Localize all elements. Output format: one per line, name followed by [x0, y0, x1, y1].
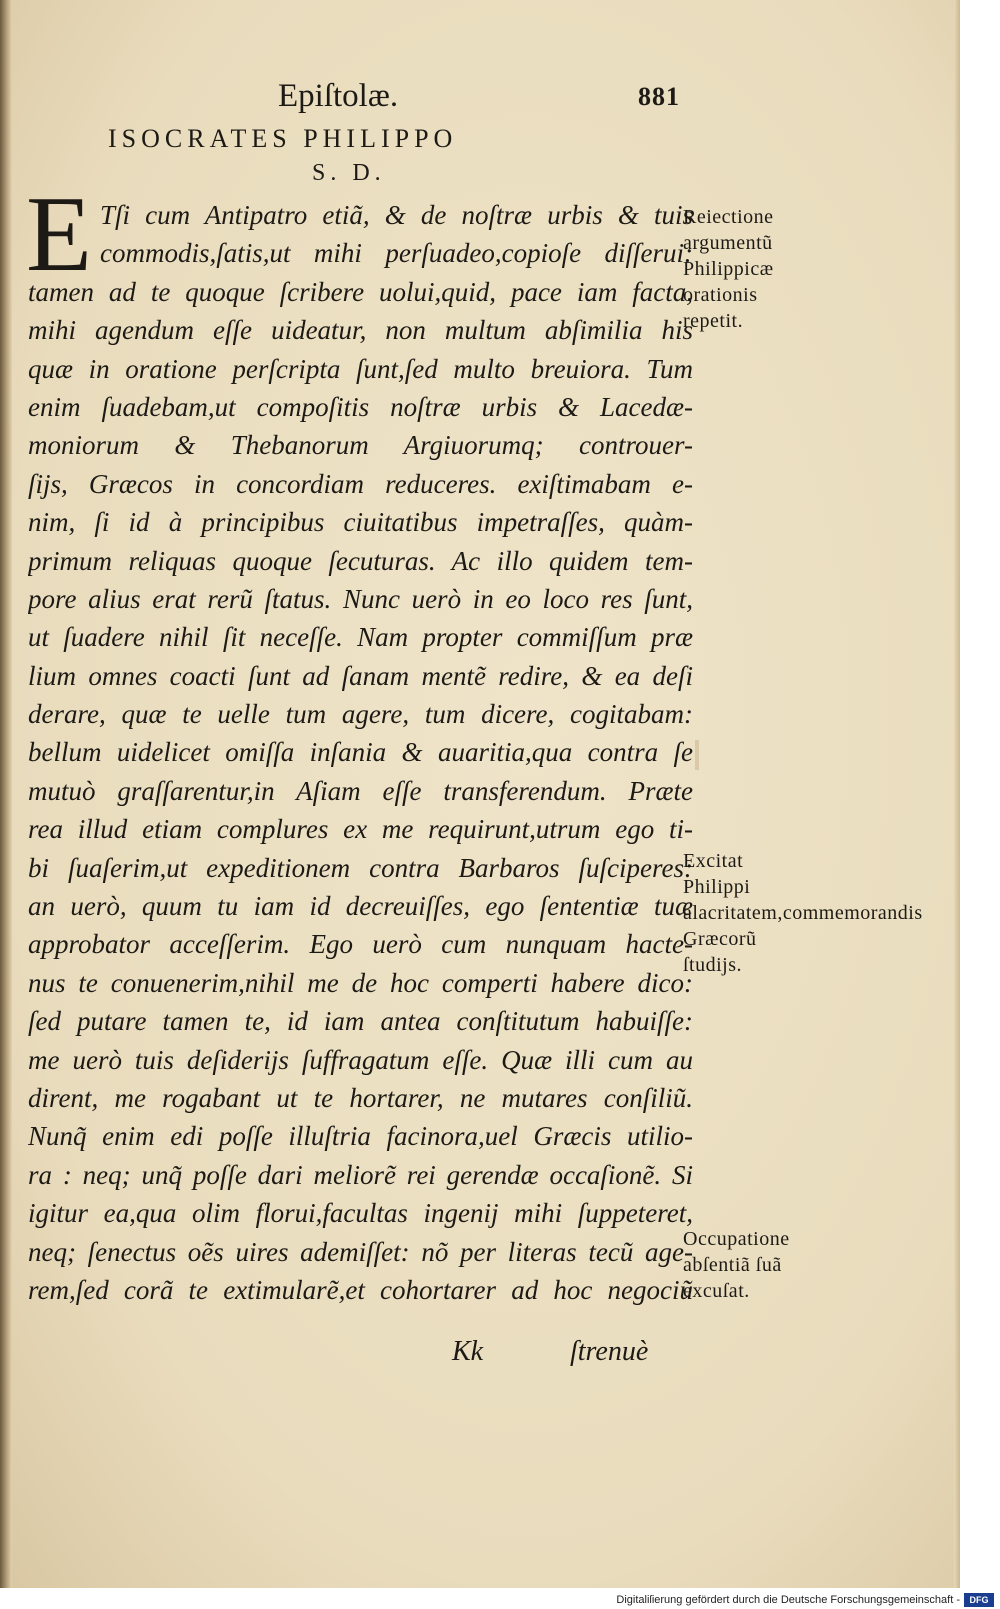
text-line: rea illud etiam complures ex me requirunt,utrum ego ti- — [28, 814, 693, 845]
text-line: ut ſuadere nihil ſit neceſſe. Nam propter commiſſum præ — [28, 622, 693, 653]
letter-body — [28, 196, 693, 1309]
text-line: moniorum & Thebanorum Argiuorumq; controuer- — [28, 430, 693, 461]
text-line: ſed putare tamen te, id iam antea conſtitutum habuiſſe: — [28, 1006, 693, 1037]
text-line: enim ſuadebam,ut compoſitis noſtræ urbis & Lacedæ- — [28, 391, 693, 422]
text-line: primum reliquas quoque ſecuturas. Ac illo quidem tem- — [28, 545, 693, 576]
running-head — [0, 78, 960, 118]
drop-capital: E — [26, 175, 92, 294]
dfg-logo: DFG — [964, 1593, 994, 1607]
text-line: me uerò tuis deſiderijs ſuffragatum eſſe. Quæ illi cum au — [28, 1044, 693, 1075]
marginal-note: Excitat Philippi alacritatem,commemorandis Græcorũ ſtudijs. — [683, 850, 923, 976]
page-footer — [0, 1336, 960, 1376]
text-line: lium omnes coacti ſunt ad ſanam mentẽ redire, & ea deſi — [28, 660, 693, 691]
text-line: ra : neq; unq̃ poſſe dari meliorẽ rei gerendæ occaſionẽ. Si — [28, 1159, 693, 1190]
text-line: rem,ſed corã te extimularẽ,et cohortarer ad hoc negociũ — [28, 1274, 693, 1305]
running-head-title: Epiſtolæ. — [278, 78, 399, 114]
marginal-note: Occupatione abſentiã ſuã excuſat. — [683, 1228, 790, 1302]
text-line: approbator acceſſerim. Ego uerò cum nunquam hacte- — [28, 929, 693, 960]
digitization-credit-bar — [0, 1592, 1000, 1609]
text-line: ſijs, Græcos in concordiam reduceres. exiſtimabam e- — [28, 468, 693, 499]
marginal-note: Reiectione argumentũ Philippicæ orationis repetit. — [683, 206, 774, 332]
text-line: Tſi cum Antipatro etiã, & de noſtræ urbis & tuis — [100, 200, 693, 230]
text-line: commodis,ſatis,ut mihi perſuadeo,copioſe diſſerui: — [100, 238, 693, 269]
catchword: ſtrenuè — [570, 1336, 649, 1367]
text-line: mutuò graſſarentur,in Aſiam eſſe transferendum. Præte — [28, 775, 693, 806]
letter-title: ISOCRATES PHILIPPO — [108, 124, 458, 153]
text-line: neq; ſenectus oẽs uires ademiſſet: nõ per literas tecũ age- — [28, 1236, 693, 1267]
text-line: dirent, me rogabant ut te hortarer, ne mutares conſiliũ. — [28, 1082, 693, 1113]
text-line: an uerò, quum tu iam id decreuiſſes, ego ſententiæ tuæ — [28, 891, 693, 922]
text-line: quæ in oratione perſcripta ſunt,ſed multo breuiora. Tum — [28, 353, 693, 384]
letter-salutation: S. D. — [312, 160, 386, 186]
page-number: 881 — [638, 82, 680, 111]
digitization-notice: Digitaliſierung gefördert durch die Deutsche Forschungsgemeinschaft - — [616, 1594, 960, 1606]
text-line: nus te conuenerim,nihil me de hoc comperti habere dico: — [28, 967, 693, 998]
text-line: tamen ad te quoque ſcribere uolui,quid, pace iam facta, — [28, 276, 693, 307]
text-line: mihi agendum eſſe uideatur, non multum abſimilia his — [28, 315, 693, 346]
text-line: pore alius erat rerũ ſtatus. Nunc uerò in eo loco res ſunt, — [28, 583, 693, 614]
text-line: derare, quæ te uelle tum agere, tum dicere, cogitabam: — [28, 699, 693, 730]
text-line: Nunq̃ enim edi poſſe illuſtria facinora,uel Græcis utilio- — [28, 1121, 693, 1152]
text-line: nim, ſi id à principibus ciuitatibus impetraſſes, quàm- — [28, 507, 693, 538]
text-line: bellum uidelicet omiſſa inſania & auaritia,qua contra ſe — [28, 737, 693, 768]
text-line: igitur ea,qua olim florui,facultas ingenij mihi ſuppeteret, — [28, 1198, 693, 1229]
signature-mark: Kk — [452, 1336, 484, 1367]
text-line: bi ſuaſerim,ut expeditionem contra Barbaros ſuſciperes: — [28, 852, 693, 883]
paper-stain — [695, 740, 699, 770]
